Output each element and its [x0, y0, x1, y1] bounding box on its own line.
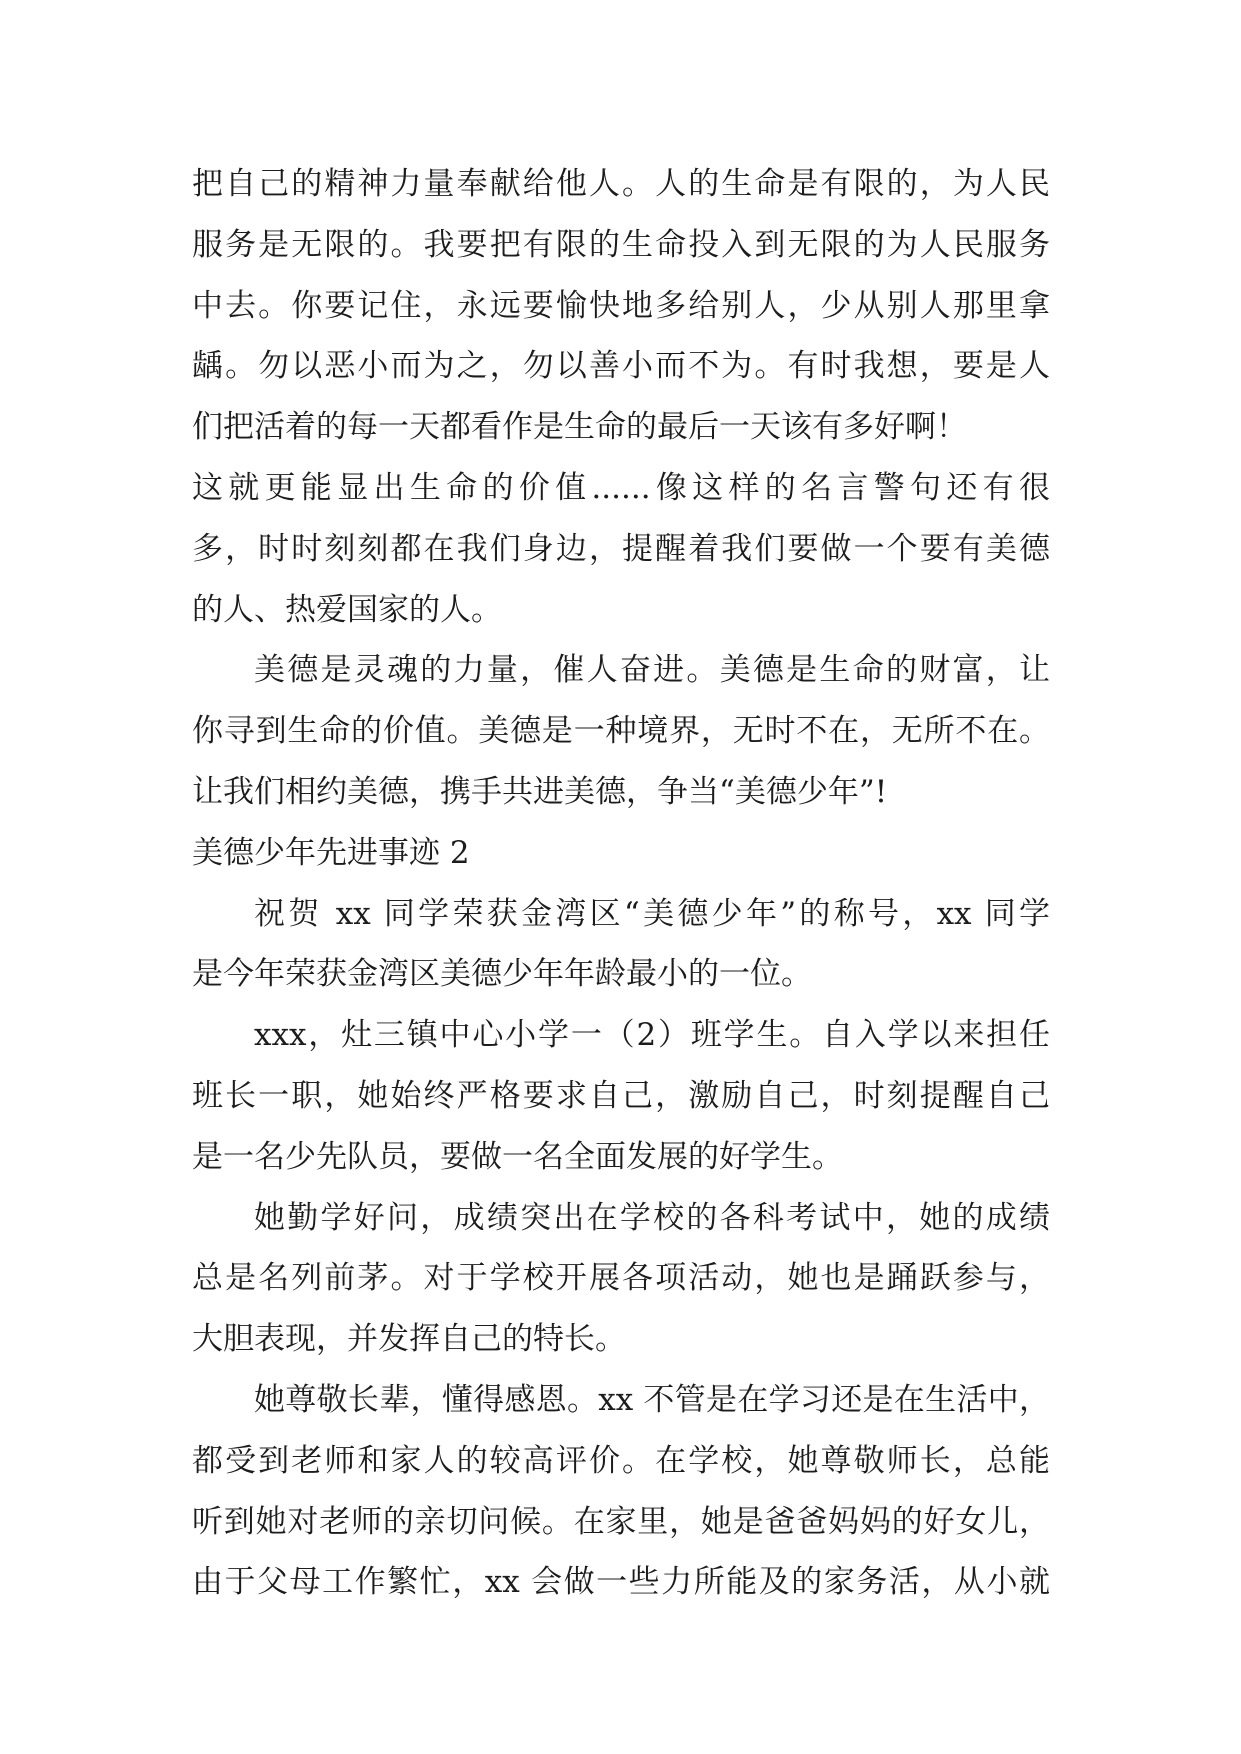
- body-text-line: 由于父母工作繁忙，xx 会做一些力所能及的家务活，从小就: [192, 1564, 1050, 1601]
- section-heading: 美德少年先进事迹 2: [192, 834, 470, 871]
- document-body: [192, 154, 1050, 1613]
- body-text-line: 她尊敬长辈，懂得感恩。xx 不管是在学习还是在生活中，: [254, 1381, 1050, 1418]
- body-text-line: 龋。勿以恶小而为之，勿以善小而不为。有时我想，要是人: [192, 348, 1050, 385]
- body-text-line: 听到她对老师的亲切问候。在家里，她是爸爸妈妈的好女儿，: [192, 1503, 1050, 1540]
- body-text-line: xxx，灶三镇中心小学一（2）班学生。自入学以来担任: [254, 1017, 1050, 1054]
- body-text-line: 是一名少先队员，要做一名全面发展的好学生。: [192, 1138, 843, 1175]
- body-text-line: 多，时时刻刻都在我们身边，提醒着我们要做一个要有美德: [192, 530, 1050, 567]
- body-text-line: 中去。你要记住，永远要愉快地多给别人，少从别人那里拿: [192, 287, 1050, 324]
- body-text-line: 你寻到生命的价值。美德是一种境界，无时不在，无所不在。: [192, 713, 1050, 750]
- body-text-line: 服务是无限的。我要把有限的生命投入到无限的为人民服务: [192, 226, 1050, 263]
- body-text-line: 是今年荣获金湾区美德少年年龄最小的一位。: [192, 956, 812, 993]
- body-text-line: 让我们相约美德，携手共进美德，争当“美德少年”!: [192, 773, 888, 810]
- body-text-line: 班长一职，她始终严格要求自己，激励自己，时刻提醒自己: [192, 1077, 1050, 1114]
- body-text-line: 的人、热爱国家的人。: [192, 591, 502, 628]
- body-text-line: 这就更能显出生命的价值......像这样的名言警句还有很: [192, 469, 1050, 506]
- body-text-line: 把自己的精神力量奉献给他人。人的生命是有限的，为人民: [192, 166, 1050, 202]
- body-text-line: 都受到老师和家人的较高评价。在学校，她尊敬师长，总能: [192, 1442, 1050, 1479]
- body-text-line: 们把活着的每一天都看作是生命的最后一天该有多好啊！: [192, 409, 967, 446]
- body-text-line: 大胆表现，并发挥自己的特长。: [192, 1321, 626, 1358]
- body-text-line: 美德是灵魂的力量，催人奋进。美德是生命的财富，让: [254, 652, 1050, 689]
- body-text-line: 她勤学好问，成绩突出在学校的各科考试中，她的成绩: [254, 1199, 1050, 1236]
- body-text-line: 总是名列前茅。对于学校开展各项活动，她也是踊跃参与，: [192, 1260, 1050, 1297]
- body-text-line: 祝贺 xx 同学荣获金湾区“美德少年”的称号，xx 同学: [254, 895, 1050, 932]
